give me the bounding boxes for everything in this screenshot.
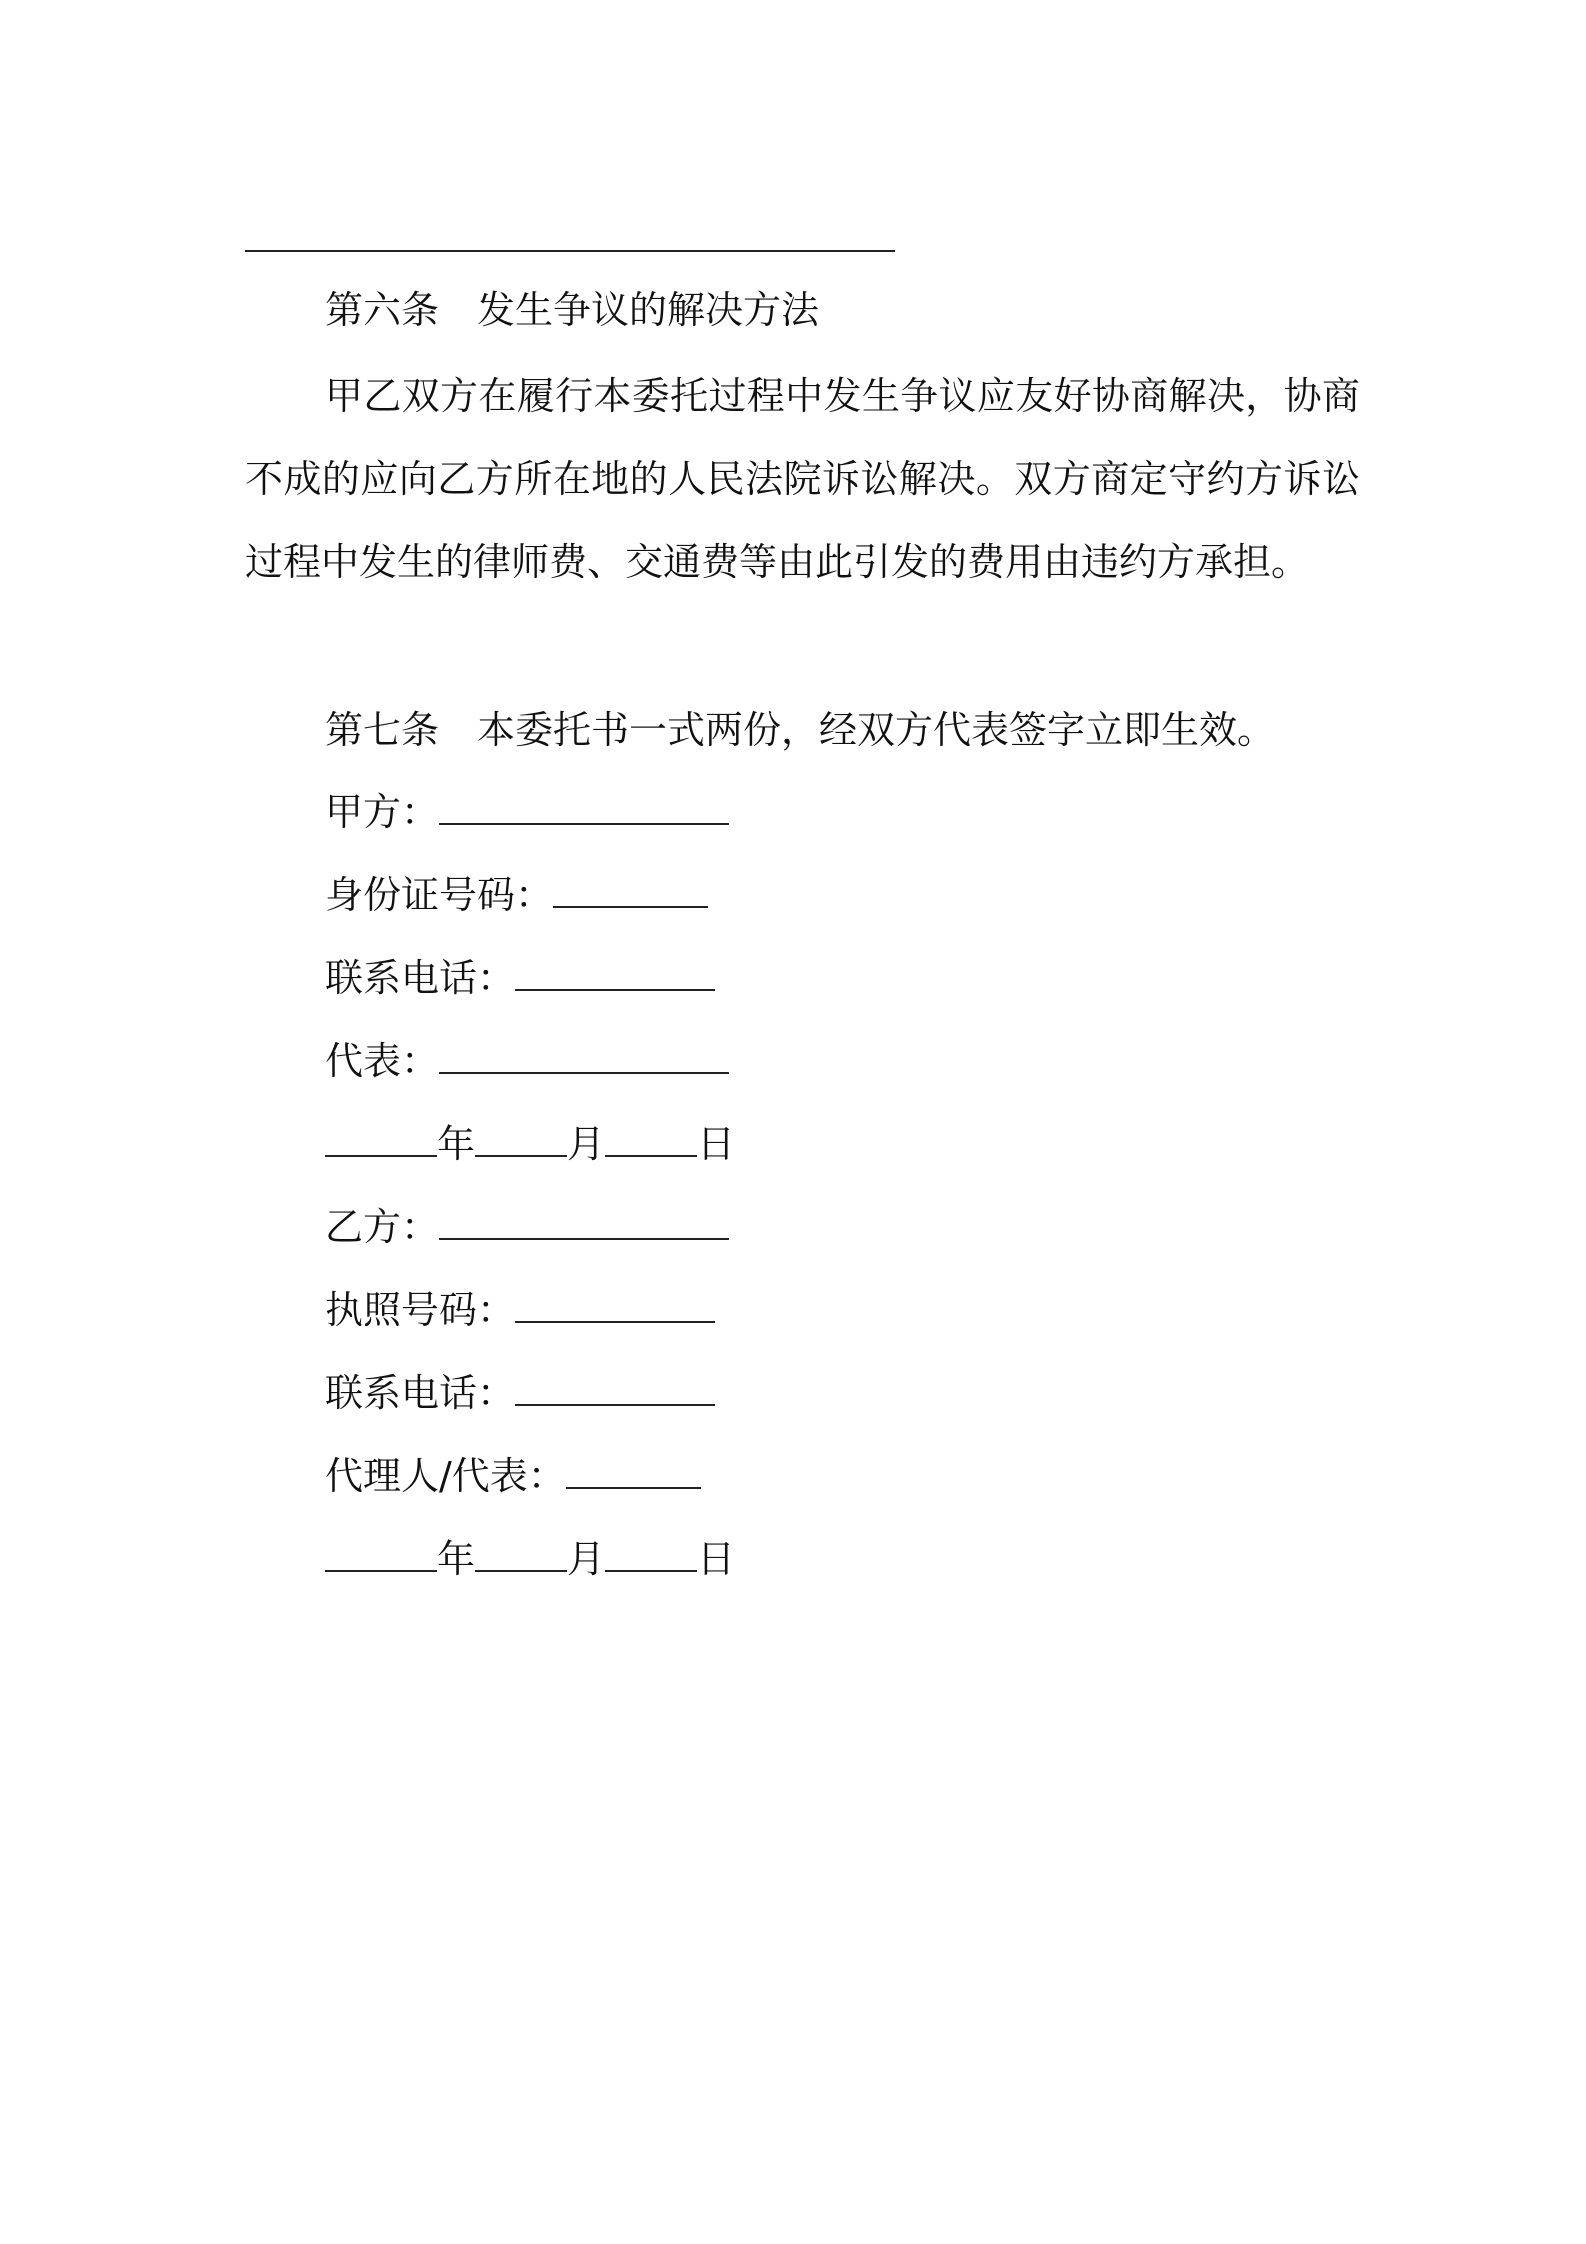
party-b-row bbox=[325, 1202, 729, 1252]
party-b-blank bbox=[439, 1208, 729, 1240]
party-b-license-label: 执照号码： bbox=[325, 1288, 516, 1332]
party-b-agent-label: 代理人/代表： bbox=[325, 1454, 566, 1498]
month-label: 月 bbox=[567, 1537, 606, 1581]
year-blank bbox=[325, 1125, 437, 1157]
party-a-id-label: 身份证号码： bbox=[325, 873, 554, 917]
party-a-rep-blank bbox=[439, 1042, 729, 1074]
article7-text: 第七条 本委托书一式两份，经双方代表签字立即生效。 bbox=[325, 708, 1276, 752]
party-a-phone-blank bbox=[515, 959, 715, 991]
day-blank bbox=[605, 1540, 697, 1572]
month-blank bbox=[475, 1540, 567, 1572]
party-b-license-blank bbox=[515, 1291, 715, 1323]
article6-body: 甲乙双方在履行本委托过程中发生争议应友好协商解决，协商不成的应向乙方所在地的人民法院诉讼解决。双方商定守约方诉讼过程中发生的律师费、交通费等由此引发的费用由违约方承担。 bbox=[245, 374, 1360, 584]
party-b-label: 乙方： bbox=[325, 1205, 440, 1249]
party-a-label: 甲方： bbox=[325, 790, 440, 834]
party-b-agent-row bbox=[325, 1451, 701, 1501]
party-b-license-row bbox=[325, 1285, 715, 1335]
day-blank bbox=[605, 1125, 697, 1157]
day-label: 日 bbox=[697, 1122, 736, 1166]
party-a-blank bbox=[439, 793, 729, 825]
party-a-phone-row bbox=[325, 953, 715, 1003]
day-label: 日 bbox=[697, 1537, 736, 1581]
party-a-rep-row bbox=[325, 1036, 729, 1086]
year-label: 年 bbox=[437, 1122, 476, 1166]
party-b-phone-row bbox=[325, 1368, 715, 1418]
party-a-rep-label: 代表： bbox=[325, 1039, 440, 1083]
party-a-phone-label: 联系电话： bbox=[325, 956, 516, 1000]
year-label: 年 bbox=[437, 1537, 476, 1581]
party-a-row bbox=[325, 787, 729, 837]
party-a-id-row bbox=[325, 870, 708, 920]
party-b-phone-label: 联系电话： bbox=[325, 1371, 516, 1415]
year-blank bbox=[325, 1540, 437, 1572]
party-b-agent-blank bbox=[566, 1457, 701, 1489]
top-blank-line bbox=[245, 250, 895, 252]
article6-heading: 第六条 发生争议的解决方法 bbox=[325, 288, 820, 332]
party-a-id-blank bbox=[553, 876, 708, 908]
month-label: 月 bbox=[567, 1122, 606, 1166]
party-a-date-row bbox=[325, 1119, 735, 1169]
month-blank bbox=[475, 1125, 567, 1157]
party-b-date-row bbox=[325, 1534, 735, 1584]
party-b-phone-blank bbox=[515, 1374, 715, 1406]
